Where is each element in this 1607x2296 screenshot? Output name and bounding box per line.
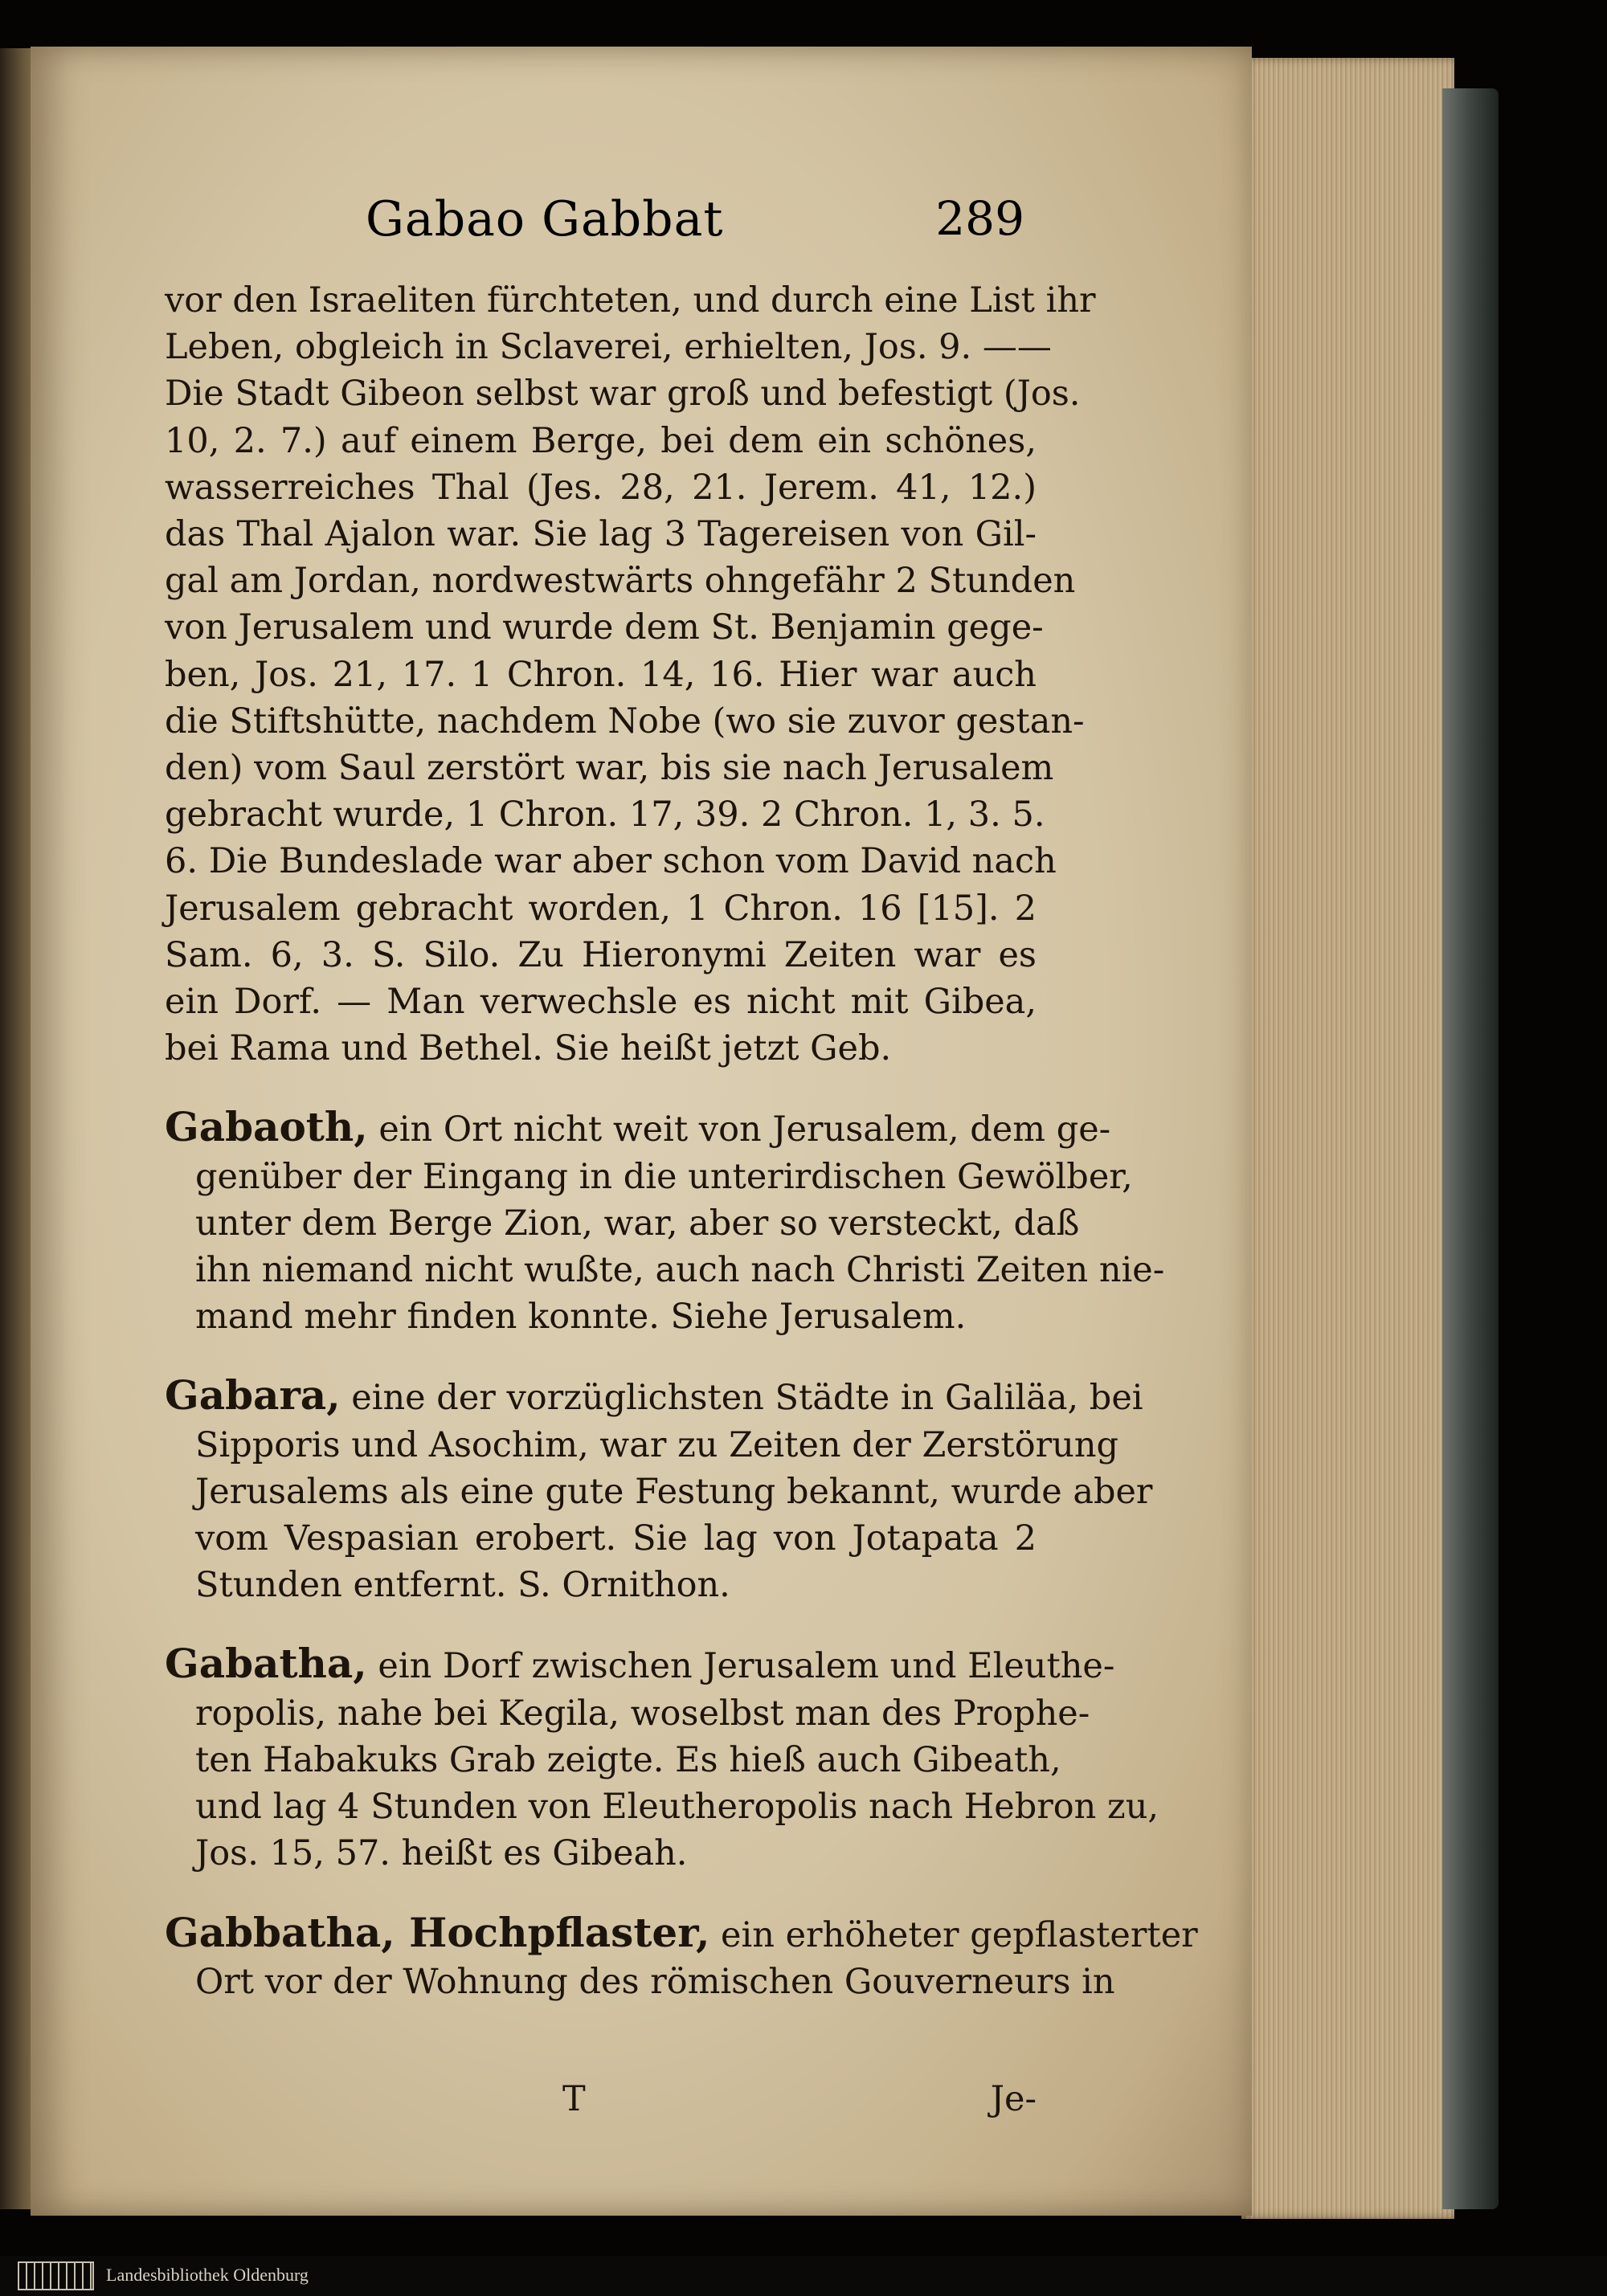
running-header [366,191,1024,255]
text-line: ropolis, nahe bei Kegila, woselbst man des Prophe- [195,1693,1090,1734]
dictionary-entry [165,1640,1159,1877]
text-line: von Jerusalem und wurde dem St. Benjamin gege- [165,607,1044,648]
text-line: und lag 4 Stunden von Eleutheropolis nach Hebron zu, [195,1787,1159,1828]
text-line: Jerusalems als eine gute Festung bekannt, wurde aber [195,1471,1153,1512]
text-line: ben, Jos. 21, 17. 1 Chron. 14, 16. Hier war auch [165,654,1037,695]
entry-first-line [165,1103,1111,1153]
text-line: den) vom Saul zerstört war, bis sie nach Jerusalem [165,748,1054,789]
page-number: 289 [935,191,1024,246]
text-line: Sam. 6, 3. S. Silo. Zu Hieronymi Zeiten war es [165,934,1037,975]
entry-headword: Gabaoth, [165,1103,368,1151]
entry-first-line [165,1908,1198,1959]
book-fore-edge [1241,58,1454,2219]
text-line: mand mehr finden konnte. Siehe Jerusalem. [195,1297,967,1338]
text-line: ein Dorf. — Man verwechsle es nicht mit Gibea, [165,982,1037,1023]
text-line: wasserreiches Thal (Jes. 28, 21. Jerem. 41, 12.) [165,467,1037,508]
continued-paragraph [165,277,1096,1072]
text-line: bei Rama und Bethel. Sie heißt jetzt Geb. [165,1028,892,1069]
running-title: Gabao Gabbat [366,191,724,247]
signature-mark: T [562,2079,586,2119]
text-line: die Stiftshütte, nachdem Nobe (wo sie zuvor gestan- [165,701,1085,742]
text-line: Jerusalem gebracht worden, 1 Chron. 16 [15]. 2 [165,888,1037,929]
entry-text: eine der vorzüglichsten Städte in Galiläa, bei [340,1378,1143,1419]
text-line: genüber der Eingang in die unterirdischen Gewölber, [195,1156,1133,1197]
library-logo-icon [18,2261,94,2290]
entry-text: ein erhöheter gepflasterter [709,1914,1198,1955]
page-body [165,277,1198,2005]
dictionary-entries [165,1103,1198,2004]
text-line: Stunden entfernt. S. Ornithon. [195,1565,730,1606]
text-line: Sipporis und Asochim, war zu Zeiten der Zerstörung [195,1424,1119,1465]
text-line: vom Vespasian erobert. Sie lag von Jotapata 2 [195,1518,1037,1559]
dictionary-entry [165,1908,1198,2005]
text-line: ten Habakuks Grab zeigte. Es hieß auch Gibeath, [195,1739,1061,1780]
text-line: das Thal Ajalon war. Sie lag 3 Tagereisen von Gil- [165,514,1037,555]
text-line: Die Stadt Gibeon selbst war groß und befestigt (Jos. [165,374,1081,415]
page-foot [185,2079,1037,2127]
text-line: 10, 2. 7.) auf einem Berge, bei dem ein schönes, [165,420,1037,461]
dictionary-entry [165,1103,1165,1340]
text-line: Jos. 15, 57. heißt es Gibeah. [195,1833,688,1874]
entry-text: ein Ort nicht weit von Jerusalem, dem ge- [367,1109,1111,1150]
text-line: gal am Jordan, nordwestwärts ohngefähr 2 Stunden [165,561,1076,602]
entry-text: ein Dorf zwischen Jerusalem und Eleuthe- [366,1646,1115,1687]
text-line: vor den Israeliten fürchteten, und durch eine List ihr [165,280,1096,321]
dictionary-entry [165,1371,1153,1608]
entry-headword: Gabatha, [165,1640,367,1688]
entry-first-line [165,1371,1143,1421]
text-line: ihn niemand nicht wußte, auch nach Christi Zeiten nie- [195,1250,1165,1291]
text-line: Ort vor der Wohnung des römischen Gouverneurs in [195,1961,1115,2002]
book-cover-edge [1442,88,1499,2209]
text-line: unter dem Berge Zion, war, aber so versteckt, daß [195,1203,1080,1244]
text-line: 6. Die Bundeslade war aber schon vom David nach [165,841,1057,882]
entry-headword: Gabara, [165,1371,341,1420]
library-label: Landesbibliothek Oldenburg [106,2265,309,2285]
entry-first-line [165,1640,1115,1689]
text-line: gebracht wurde, 1 Chron. 17, 39. 2 Chron. 1, 3. 5. [165,795,1045,835]
entry-headword: Gabbatha, Hochpflaster, [165,1908,710,1956]
text-line: Leben, obgleich in Sclaverei, erhielten, Jos. 9. —— [165,327,1052,368]
catchword: Je- [990,2079,1037,2119]
